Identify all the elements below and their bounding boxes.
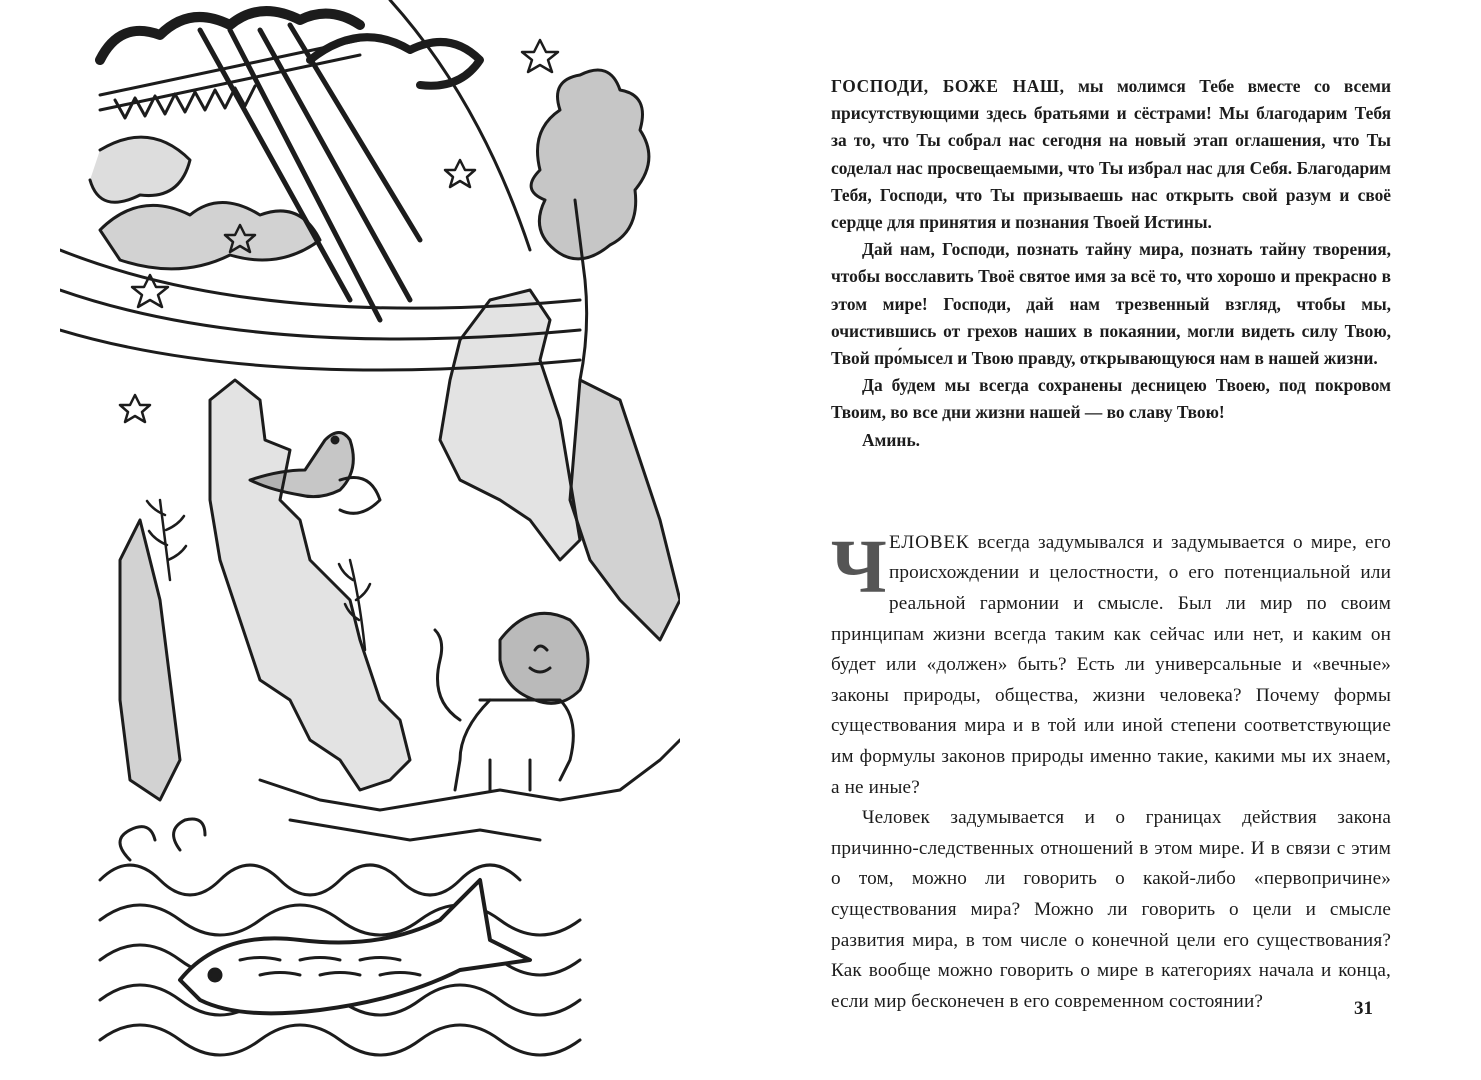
essay-paragraph-2: Человек задумывается и о границах действия закона причинно-следственных отношений в этом мире. И в связи с этим о том, можно ли говорить о какой-либо «первопричине» существования мира? Можно ли говорить о цели и смысле развития мира, в том числе о конечной цели его существования? Как вообще можно говорить о мире в категориях начала и конца, если мир бесконечен в его современном состоянии? (831, 807, 1391, 1012)
fish (180, 880, 530, 1013)
prayer-paragraph-1 (831, 73, 1391, 236)
prayer-amen: Аминь. (862, 429, 920, 450)
drop-cap-letter: Ч (831, 533, 887, 598)
essay-block (831, 528, 1391, 1018)
creation-illustration (60, 0, 680, 1080)
prayer-paragraph-3: Да будем мы всегда сохранены десницею Твоею, под покровом Твоим, во все дни жизни нашей — во славу Твою! (831, 375, 1391, 423)
waves (100, 819, 580, 1055)
essay-lead-word: ЕЛОВЕК (889, 531, 970, 553)
cliffs (120, 290, 680, 840)
essay-paragraph-1 (831, 528, 1391, 803)
light-rays (200, 25, 420, 320)
prayer-lead: ГОСПОДИ, БОЖЕ НАШ, (831, 76, 1065, 96)
drop-cap (827, 534, 887, 598)
page-number: 31 (1354, 998, 1373, 1019)
lion (435, 613, 588, 790)
prayer-block (831, 73, 1391, 454)
text-column (831, 73, 1391, 1017)
prayer-text-1: мы молимся Тебе вместе со всеми присутствующими здесь братьями и сёстрами! Мы благодарим Тебя за то, что Ты собрал нас сегодня на новый этап оглашения, что Ты соделал нас просвещаемыми, что Ты избрал нас для Себя. Благодарим Тебя, Господи, что Ты призываешь нас открыть свой разум и своё сердце для принятия и познания Твоей Истины. (831, 76, 1391, 233)
essay-text-1: всегда задумывался и задумывается о мире, его происхождении и целостности, о его потенциальной или реальной гармонии и смысле. Был ли мир по своим принципам жизни всегда таким как сейчас или нет, и каким он будет или «должен» быть? Есть ли универсальные и «вечные» законы природы, общества, жизни человека? Почему формы существования мира и в той или иной степени соответствующие им формулы законов природы именно такие, какими мы их знаем, а не иные? (831, 531, 1391, 798)
prayer-paragraph-2: Дай нам, Господи, познать тайну мира, познать тайну творения, чтобы восславить Твоё святое имя за всё то, что хорошо и прекрасно в этом мире! Господи, дай нам трезвенный взгляд, чтобы мы, очистившись от грехов наших в покаянии, могли видеть силу Твою, Твой про́мысел и Твою правду, открывающуюся нам в нашей жизни. (831, 239, 1391, 369)
